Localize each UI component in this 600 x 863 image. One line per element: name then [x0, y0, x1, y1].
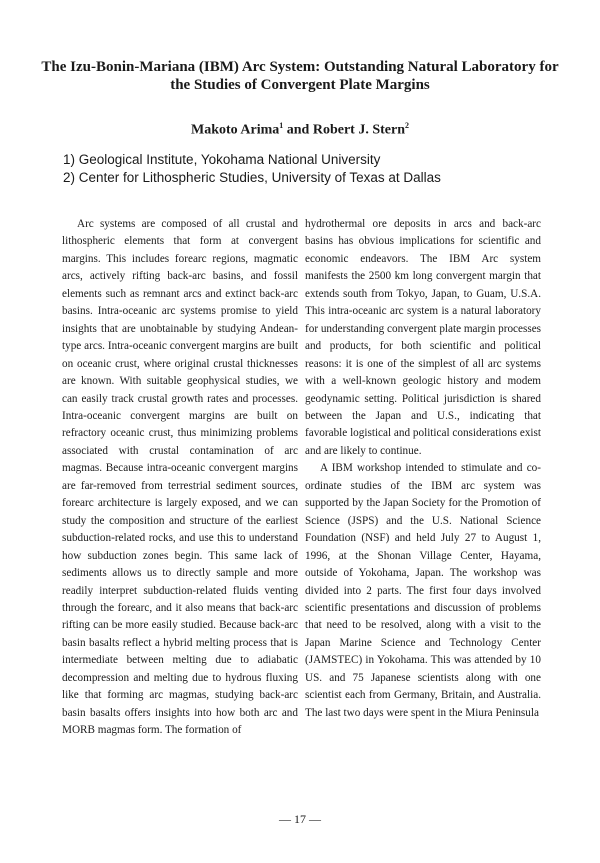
body-paragraph: Arc systems are composed of all crustal and lithospheric elements that form at convergent margins. This includes forearc regions, magmatic arcs, actively rifting back-arc basins, and fossil elements such as remnant arcs and extinct back-arc basins. Intra-oceanic arc systems promise to yield insights that are unobtainable by studying Andean-type arcs. Intra-oceanic convergent margins are built on oceanic crust, where original crustal thicknesses are known. With suitable geophysical studies, we can easily track crustal growth rates and processes. Intra-oceanic convergent margins are built on refractory oceanic crust, thus minimizing problems associated with crustal contamination of arc magmas. Because intra-oceanic convergent margins are far-removed from terrestrial sediment sources, forearc architecture is largely exposed, and we can study the composition and structure of the earliest subduction-related rocks, and use this to understand how subduction zones begin. This same lack of sediments allows us to directly sample and more readily interpret subduction-related fluids venting through the forearc, and it also means that back-arc rifting can be more easily studied. Because back-arc basin basalts reflect a hybrid melting process that is intermediate between melting due to adiabatic decompression and melting due to hydrous fluxing like that forming arc magmas, studying back-arc basin basalts offers insights into how both arc and MORB magmas form. The formation of	[62, 218, 298, 737]
author-2-affil-mark: 2	[405, 121, 409, 130]
body-column-left	[62, 216, 298, 740]
affiliation-2: 2) Center for Lithospheric Studies, University of Texas at Dallas	[63, 170, 441, 185]
author-1-affil-mark: 1	[279, 121, 284, 130]
affiliations	[63, 151, 563, 187]
body-paragraph-continued: hydrothermal ore deposits in arcs and back-arc basins has obvious implications for scientific and economic endeavors. The IBM Arc system manifests the 2500 km long convergent margin that extends south from Tokyo, Japan, to Guam, U.S.A. This intra-oceanic arc system is a natural laboratory for understanding convergent plate margin processes and products, for both scientific and political reasons: it is one of the simplest of all arc systems with a well-known geologic history and modem geodynamic setting. Political jurisdiction is shared between the Japan and U.S., indicating that favorable logistical and political considerations exist and are likely to continue.	[305, 218, 542, 457]
author-1: Makoto Arima	[191, 122, 280, 138]
author-2: Robert J. Stern	[312, 122, 405, 138]
paper-title: The Izu-Bonin-Mariana (IBM) Arc System: Outstanding Natural Laboratory for the Studies of Convergent Plate Margins	[41, 59, 559, 93]
author-line	[40, 121, 560, 139]
body-paragraph: A IBM workshop intended to stimulate and co-ordinate studies of the IBM arc system was supported by the Japan Society for the Promotion of Science (JSPS) and the U.S. National Science Foundation (NSF) and held July 27 to August 1, 1996, at the Shonan Village Center, Hayama, outside of Yokohama, Japan. The workshop was divided into 2 parts. The first four days involved scientific presentations and discussion of problems that need to be resolved, along with a visit to the Japan Marine Science and Technology Center (JAMSTEC) in Yokohama. This was attended by 10 US. and 75 Japanese scientists along with one scientist each from Germany, Britain, and Australia. The last two days were spent in the Miura Peninsula	[305, 462, 541, 719]
page-number: — 17 —	[279, 812, 321, 826]
body-column-right	[305, 216, 541, 722]
affiliation-1: 1) Geological Institute, Yokohama National University	[63, 152, 381, 167]
author-joiner: and	[283, 122, 313, 138]
